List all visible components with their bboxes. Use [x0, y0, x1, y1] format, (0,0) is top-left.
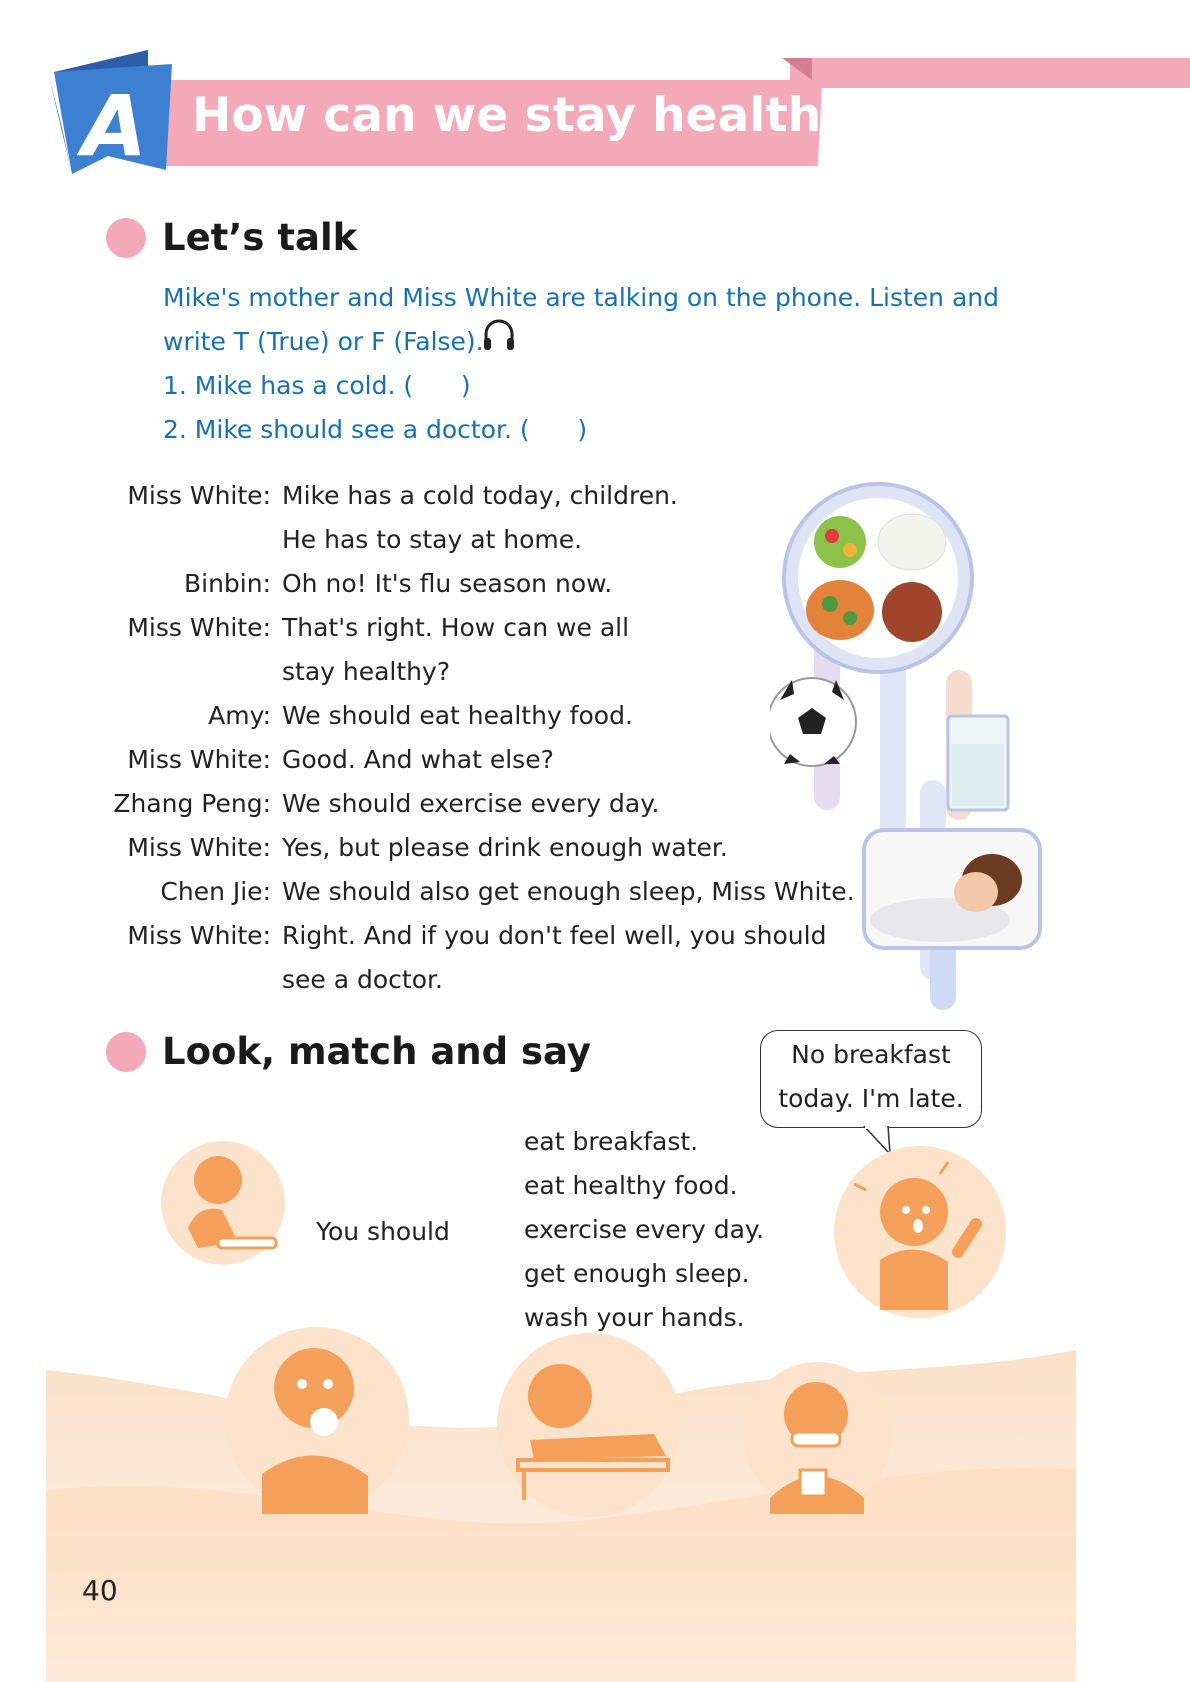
dialogue-speaker: Miss White: [127, 481, 271, 510]
page-title: How can we stay healthy? [192, 88, 880, 143]
dialogue-line: Good. And what else? [282, 745, 554, 774]
dialogue-line: Right. And if you don't feel well, you should [282, 921, 827, 950]
match-option[interactable]: get enough sleep. [524, 1259, 750, 1288]
late-child-figure[interactable] [830, 1140, 1010, 1320]
dialogue-line: Yes, but please drink enough water. [282, 833, 728, 862]
dialogue-speaker: Binbin: [183, 569, 271, 598]
question-1: 1. Mike has a cold. ( ) [163, 371, 471, 400]
dialogue-line: We should also get enough sleep, Miss White. [282, 877, 855, 906]
lets-talk-heading: Let’s talk [162, 216, 358, 259]
match-option[interactable]: wash your hands. [524, 1303, 745, 1332]
section-letter: A [82, 77, 148, 175]
speech-line: No breakfast [791, 1040, 951, 1069]
dialogue-speaker: Miss White: [127, 745, 271, 774]
look-match-heading: Look, match and say [162, 1030, 591, 1073]
dialogue-line: Oh no! It's flu season now. [282, 569, 613, 598]
speech-line: today. I'm late. [778, 1084, 964, 1113]
headphones-icon[interactable] [482, 318, 516, 354]
section-bullet [106, 218, 146, 258]
thinking-child-figure[interactable] [158, 1138, 288, 1268]
header-top-strip [790, 58, 1190, 88]
dialogue-line: We should exercise every day. [282, 789, 660, 818]
dialogue-line: see a doctor. [282, 965, 443, 994]
sentence-stem: You should [316, 1217, 450, 1246]
eating-child-figure[interactable] [740, 1358, 896, 1514]
instruction-line: Mike's mother and Miss White are talking on the phone. Listen and [163, 283, 999, 312]
dialogue-speaker: Zhang Peng: [113, 789, 271, 818]
dialogue-speaker: Amy: [208, 701, 271, 730]
instruction-line: write T (True) or F (False). [163, 327, 484, 356]
question-2: 2. Mike should see a doctor. ( ) [163, 415, 588, 444]
dialogue-speaker: Miss White: [127, 921, 271, 950]
match-option[interactable]: eat healthy food. [524, 1171, 738, 1200]
header-strip-fold [782, 58, 812, 80]
tired-child-figure[interactable] [494, 1330, 684, 1520]
speech-bubble [760, 1030, 982, 1128]
page-number: 40 [82, 1574, 118, 1607]
match-option[interactable]: exercise every day. [524, 1215, 765, 1244]
healthy-habits-illustration [770, 480, 1060, 1010]
match-option[interactable]: eat breakfast. [524, 1127, 699, 1156]
dialogue-line: We should eat healthy food. [282, 701, 633, 730]
dialogue-line: stay healthy? [282, 657, 451, 686]
dialogue-speaker: Chen Jie: [160, 877, 271, 906]
dialogue-line: Mike has a cold today, children. [282, 481, 678, 510]
dialogue-line: That's right. How can we all [282, 613, 630, 642]
coughing-child-figure[interactable] [222, 1324, 412, 1514]
section-bullet [106, 1032, 146, 1072]
dialogue-speaker: Miss White: [127, 613, 271, 642]
dialogue-speaker: Miss White: [127, 833, 271, 862]
dialogue-line: He has to stay at home. [282, 525, 583, 554]
